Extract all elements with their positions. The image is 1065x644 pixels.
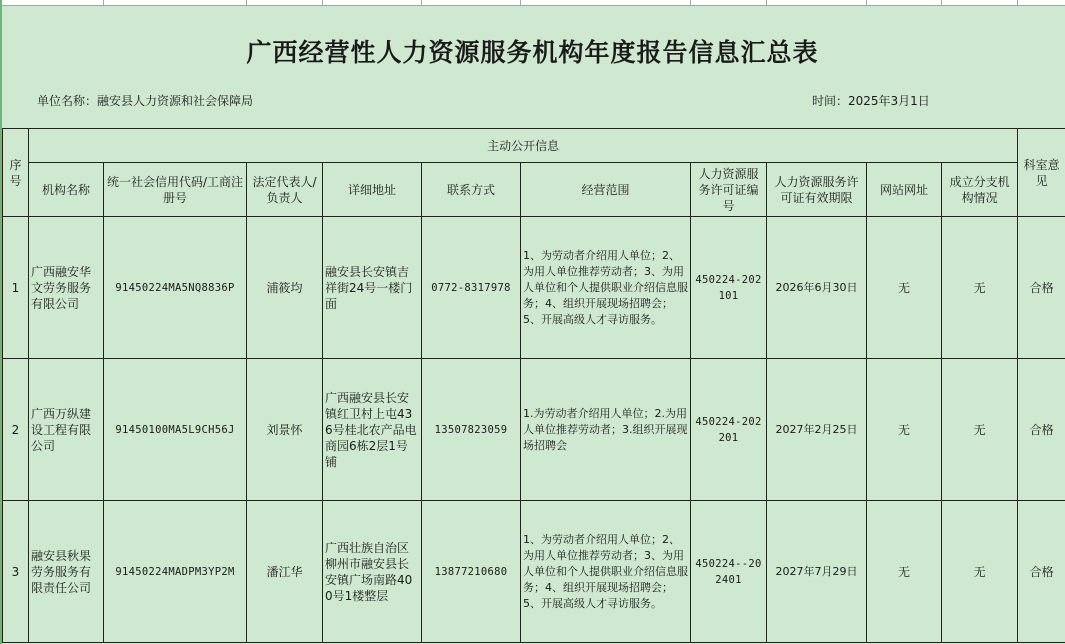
- header-address: 详细地址: [323, 163, 422, 217]
- table-row: [3, 359, 1065, 501]
- header-code: 统一社会信用代码/工商注册号: [104, 163, 247, 217]
- summary-table: [2, 128, 1065, 643]
- header-row-1: [3, 129, 1065, 163]
- cell-validity: 2026年6月30日: [767, 217, 867, 359]
- unit-name: 单位名称：融安县人力资源和社会保障局: [37, 94, 254, 108]
- cell-validity: 2027年7月29日: [767, 501, 867, 643]
- cell-website: 无: [867, 501, 942, 643]
- cell-contact: 13507823059: [422, 359, 521, 501]
- cell-license-no: 450224--202401: [691, 501, 767, 643]
- cell-scope: 1、为劳动者介绍用人单位；2、为用人单位推荐劳动者；3、为用人单位和个人提供职业介绍信息服务；4、组织开展现场招聘会；5、开展高级人才寻访服务。: [521, 217, 691, 359]
- cell-branch: 无: [942, 217, 1018, 359]
- cell-address: 广西融安县长安镇红卫村上屯436号桂北农产品电商园6栋2层1号铺: [323, 359, 422, 501]
- cell-rep: 浦筱均: [247, 217, 323, 359]
- cell-rep: 刘景怀: [247, 359, 323, 501]
- cell-address: 广西壮族自治区柳州市融安县长安镇广场南路400号1楼整层: [323, 501, 422, 643]
- cell-name: 融安县秋果劳务服务有限责任公司: [29, 501, 104, 643]
- cell-seq: 2: [3, 359, 29, 501]
- header-group: 主动公开信息: [29, 129, 1018, 163]
- header-opinion: 科室意见: [1018, 129, 1065, 217]
- cell-website: 无: [867, 359, 942, 501]
- cell-rep: 潘江华: [247, 501, 323, 643]
- cell-contact: 13877210680: [422, 501, 521, 643]
- cell-opinion: 合格: [1018, 217, 1065, 359]
- header-row-2: [3, 163, 1065, 217]
- cell-contact: 0772-8317978: [422, 217, 521, 359]
- cell-name: 广西融安华文劳务服务有限公司: [29, 217, 104, 359]
- cell-address: 融安县长安镇吉祥街24号一楼门面: [323, 217, 422, 359]
- page-title: 广西经营性人力资源服务机构年度报告信息汇总表: [246, 38, 819, 67]
- cell-opinion: 合格: [1018, 501, 1065, 643]
- cell-opinion: 合格: [1018, 359, 1065, 501]
- spreadsheet-header-strip: [0, 0, 1065, 6]
- header-license-no: 人力资源服务许可证编号: [691, 163, 767, 217]
- cell-scope: 1.为劳动者介绍用人单位；2.为用人单位推荐劳动者；3.组织开展现场招聘会: [521, 359, 691, 501]
- header-scope: 经营范围: [521, 163, 691, 217]
- cell-name: 广西万纵建设工程有限公司: [29, 359, 104, 501]
- header-branch: 成立分支机构情况: [942, 163, 1018, 217]
- cell-seq: 3: [3, 501, 29, 643]
- header-rep: 法定代表人/负责人: [247, 163, 323, 217]
- table-row: [3, 217, 1065, 359]
- cell-validity: 2027年2月25日: [767, 359, 867, 501]
- cell-code: 91450224MADPM3YP2M: [104, 501, 247, 643]
- cell-license-no: 450224-202101: [691, 217, 767, 359]
- header-contact: 联系方式: [422, 163, 521, 217]
- header-validity: 人力资源服务许可证有效期限: [767, 163, 867, 217]
- cell-code: 91450224MA5NQ8836P: [104, 217, 247, 359]
- table-row: [3, 501, 1065, 643]
- cell-code: 91450100MA5L9CH56J: [104, 359, 247, 501]
- header-seq: 序号: [3, 129, 29, 217]
- cell-branch: 无: [942, 501, 1018, 643]
- cell-branch: 无: [942, 359, 1018, 501]
- cell-seq: 1: [3, 217, 29, 359]
- report-date: 时间：2025年3月1日: [812, 94, 930, 108]
- header-name: 机构名称: [29, 163, 104, 217]
- cell-license-no: 450224-202201: [691, 359, 767, 501]
- cell-website: 无: [867, 217, 942, 359]
- cell-scope: 1、为劳动者介绍用人单位；2、为用人单位推荐劳动者；3、为用人单位和个人提供职业介绍信息服务；4、组织开展现场招聘会；5、开展高级人才寻访服务。: [521, 501, 691, 643]
- header-website: 网站网址: [867, 163, 942, 217]
